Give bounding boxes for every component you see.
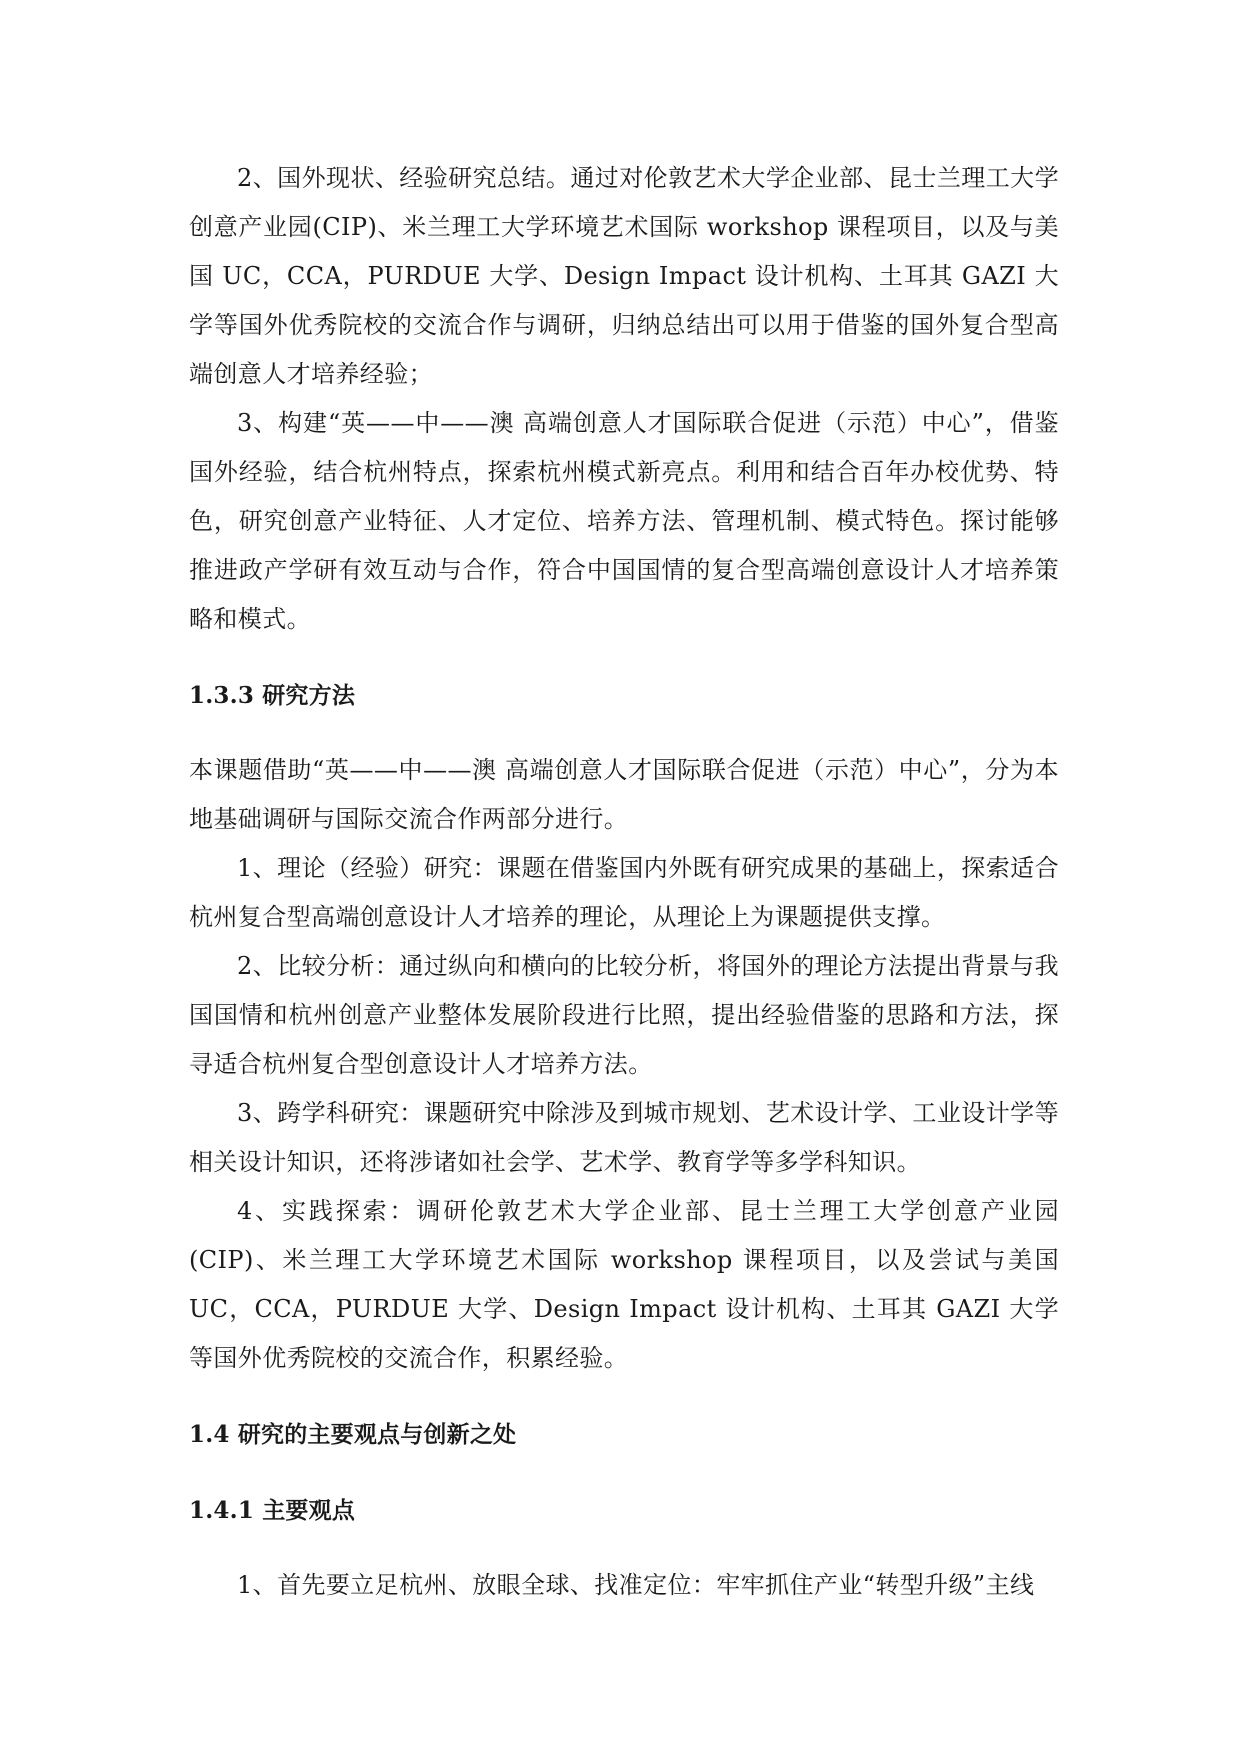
paragraph-practice-exploration: 4、实践探索：调研伦敦艺术大学企业部、昆士兰理工大学创意产业园(CIP)、米兰理工大学环境艺术国际 workshop 课程项目，以及尝试与美国 UC，CCA，PURDUE 大学、Design Impact 设计机构、土耳其 GAZI 大学等国外优秀院校的交流合作，积累经验。 (189, 1197, 1059, 1372)
paragraph-comparative-analysis: 2、比较分析：通过纵向和横向的比较分析，将国外的理论方法提出背景与我国国情和杭州创意产业整体发展阶段进行比照，提出经验借鉴的思路和方法，探寻适合杭州复合型创意设计人才培养方法。 (189, 952, 1059, 1078)
paragraph-theory-research: 1、理论（经验）研究：课题在借鉴国内外既有研究成果的基础上，探索适合杭州复合型高端创意设计人才培养的理论，从理论上为课题提供支撑。 (189, 854, 1059, 931)
heading-main-views-innovation: 1.4 研究的主要观点与创新之处 (189, 1421, 517, 1448)
paragraph-foreign-experience: 2、国外现状、经验研究总结。通过对伦敦艺术大学企业部、昆士兰理工大学创意产业园(CIP)、米兰理工大学环境艺术国际 workshop 课程项目，以及与美国 UC，CCA，PURDUE 大学、Design Impact 设计机构、土耳其 GAZI 大学等国外优秀院校的交流合作与调研，归纳总结出可以用于借鉴的国外复合型高端创意人才培养经验； (189, 164, 1059, 388)
paragraph-build-center: 3、构建“英——中——澳 高端创意人才国际联合促进（示范）中心”，借鉴国外经验，结合杭州特点，探索杭州模式新亮点。利用和结合百年办校优势、特色，研究创意产业特征、人才定位、培养方法、管理机制、模式特色。探讨能够推进政产学研有效互动与合作，符合中国国情的复合型高端创意设计人才培养策略和模式。 (189, 409, 1059, 633)
document-body (189, 154, 1059, 1610)
paragraph-view-one: 1、首先要立足杭州、放眼全球、找准定位：牢牢抓住产业“转型升级”主线 (237, 1571, 1035, 1599)
paragraph-methods-intro: 本课题借助“英——中——澳 高端创意人才国际联合促进（示范）中心”，分为本地基础调研与国际交流合作两部分进行。 (189, 756, 1059, 833)
heading-research-methods: 1.3.3 研究方法 (189, 682, 356, 709)
paragraph-interdisciplinary-research: 3、跨学科研究：课题研究中除涉及到城市规划、艺术设计学、工业设计学等相关设计知识，还将涉诸如社会学、艺术学、教育学等多学科知识。 (189, 1099, 1059, 1176)
heading-main-views: 1.4.1 主要观点 (189, 1497, 356, 1524)
